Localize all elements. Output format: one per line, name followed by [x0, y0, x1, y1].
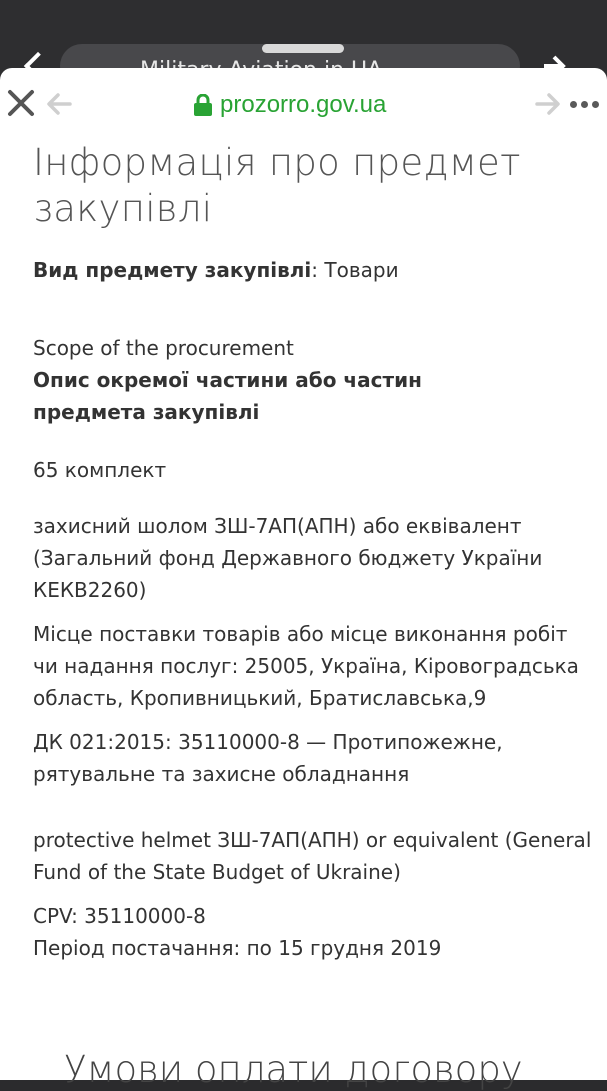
- page-title: Інформація про предмет закупівлі: [33, 141, 521, 230]
- item-description-en: protective helmet ЗШ-7АП(АПН) or equivalent (General Fund of the State Budget of Ukraine): [33, 828, 592, 884]
- quantity: 65 комплект: [33, 458, 167, 482]
- close-icon[interactable]: [6, 88, 36, 118]
- delivery-place: Місце поставки товарів або місце виконання робіт чи надання послуг: 25005, Україна, Кіровоградська область, Кропивницький, Братиславська,9: [33, 622, 579, 710]
- description-title: Опис окремої частини або частин предмета закупівлі: [33, 368, 422, 424]
- back-arrow-icon[interactable]: [46, 92, 72, 116]
- procurement-type-value: Товари: [324, 258, 399, 282]
- scope-label: Scope of the procurement: [33, 336, 294, 360]
- procurement-type-separator: :: [311, 258, 325, 282]
- dk-code: ДК 021:2015: 35110000-8 — Протипожежне, рятувальне та захисне обладнання: [33, 730, 503, 786]
- delivery-period: Період постачання: по 15 грудня 2019: [33, 936, 442, 960]
- page-content: [33, 140, 593, 964]
- next-section-heading: Умови оплати договору: [64, 1048, 523, 1091]
- sheet-grabber[interactable]: [262, 44, 344, 53]
- address-bar[interactable]: [194, 88, 386, 122]
- item-description-ua: захисний шолом ЗШ-7АП(АПН) або еквівалент (Загальний фонд Державного бюджету України КЕКВ2260): [33, 514, 543, 602]
- procurement-type: [33, 254, 593, 286]
- cpv-code: CPV: 35110000-8: [33, 904, 206, 928]
- browser-nav-bar: [0, 68, 607, 144]
- more-icon[interactable]: [570, 92, 606, 116]
- forward-arrow-icon[interactable]: [535, 92, 561, 116]
- procurement-type-label: Вид предмету закупівлі: [33, 258, 312, 282]
- browser-sheet: [0, 68, 607, 1080]
- lock-icon: [194, 94, 212, 116]
- url-text: prozorro.gov.ua: [220, 91, 387, 118]
